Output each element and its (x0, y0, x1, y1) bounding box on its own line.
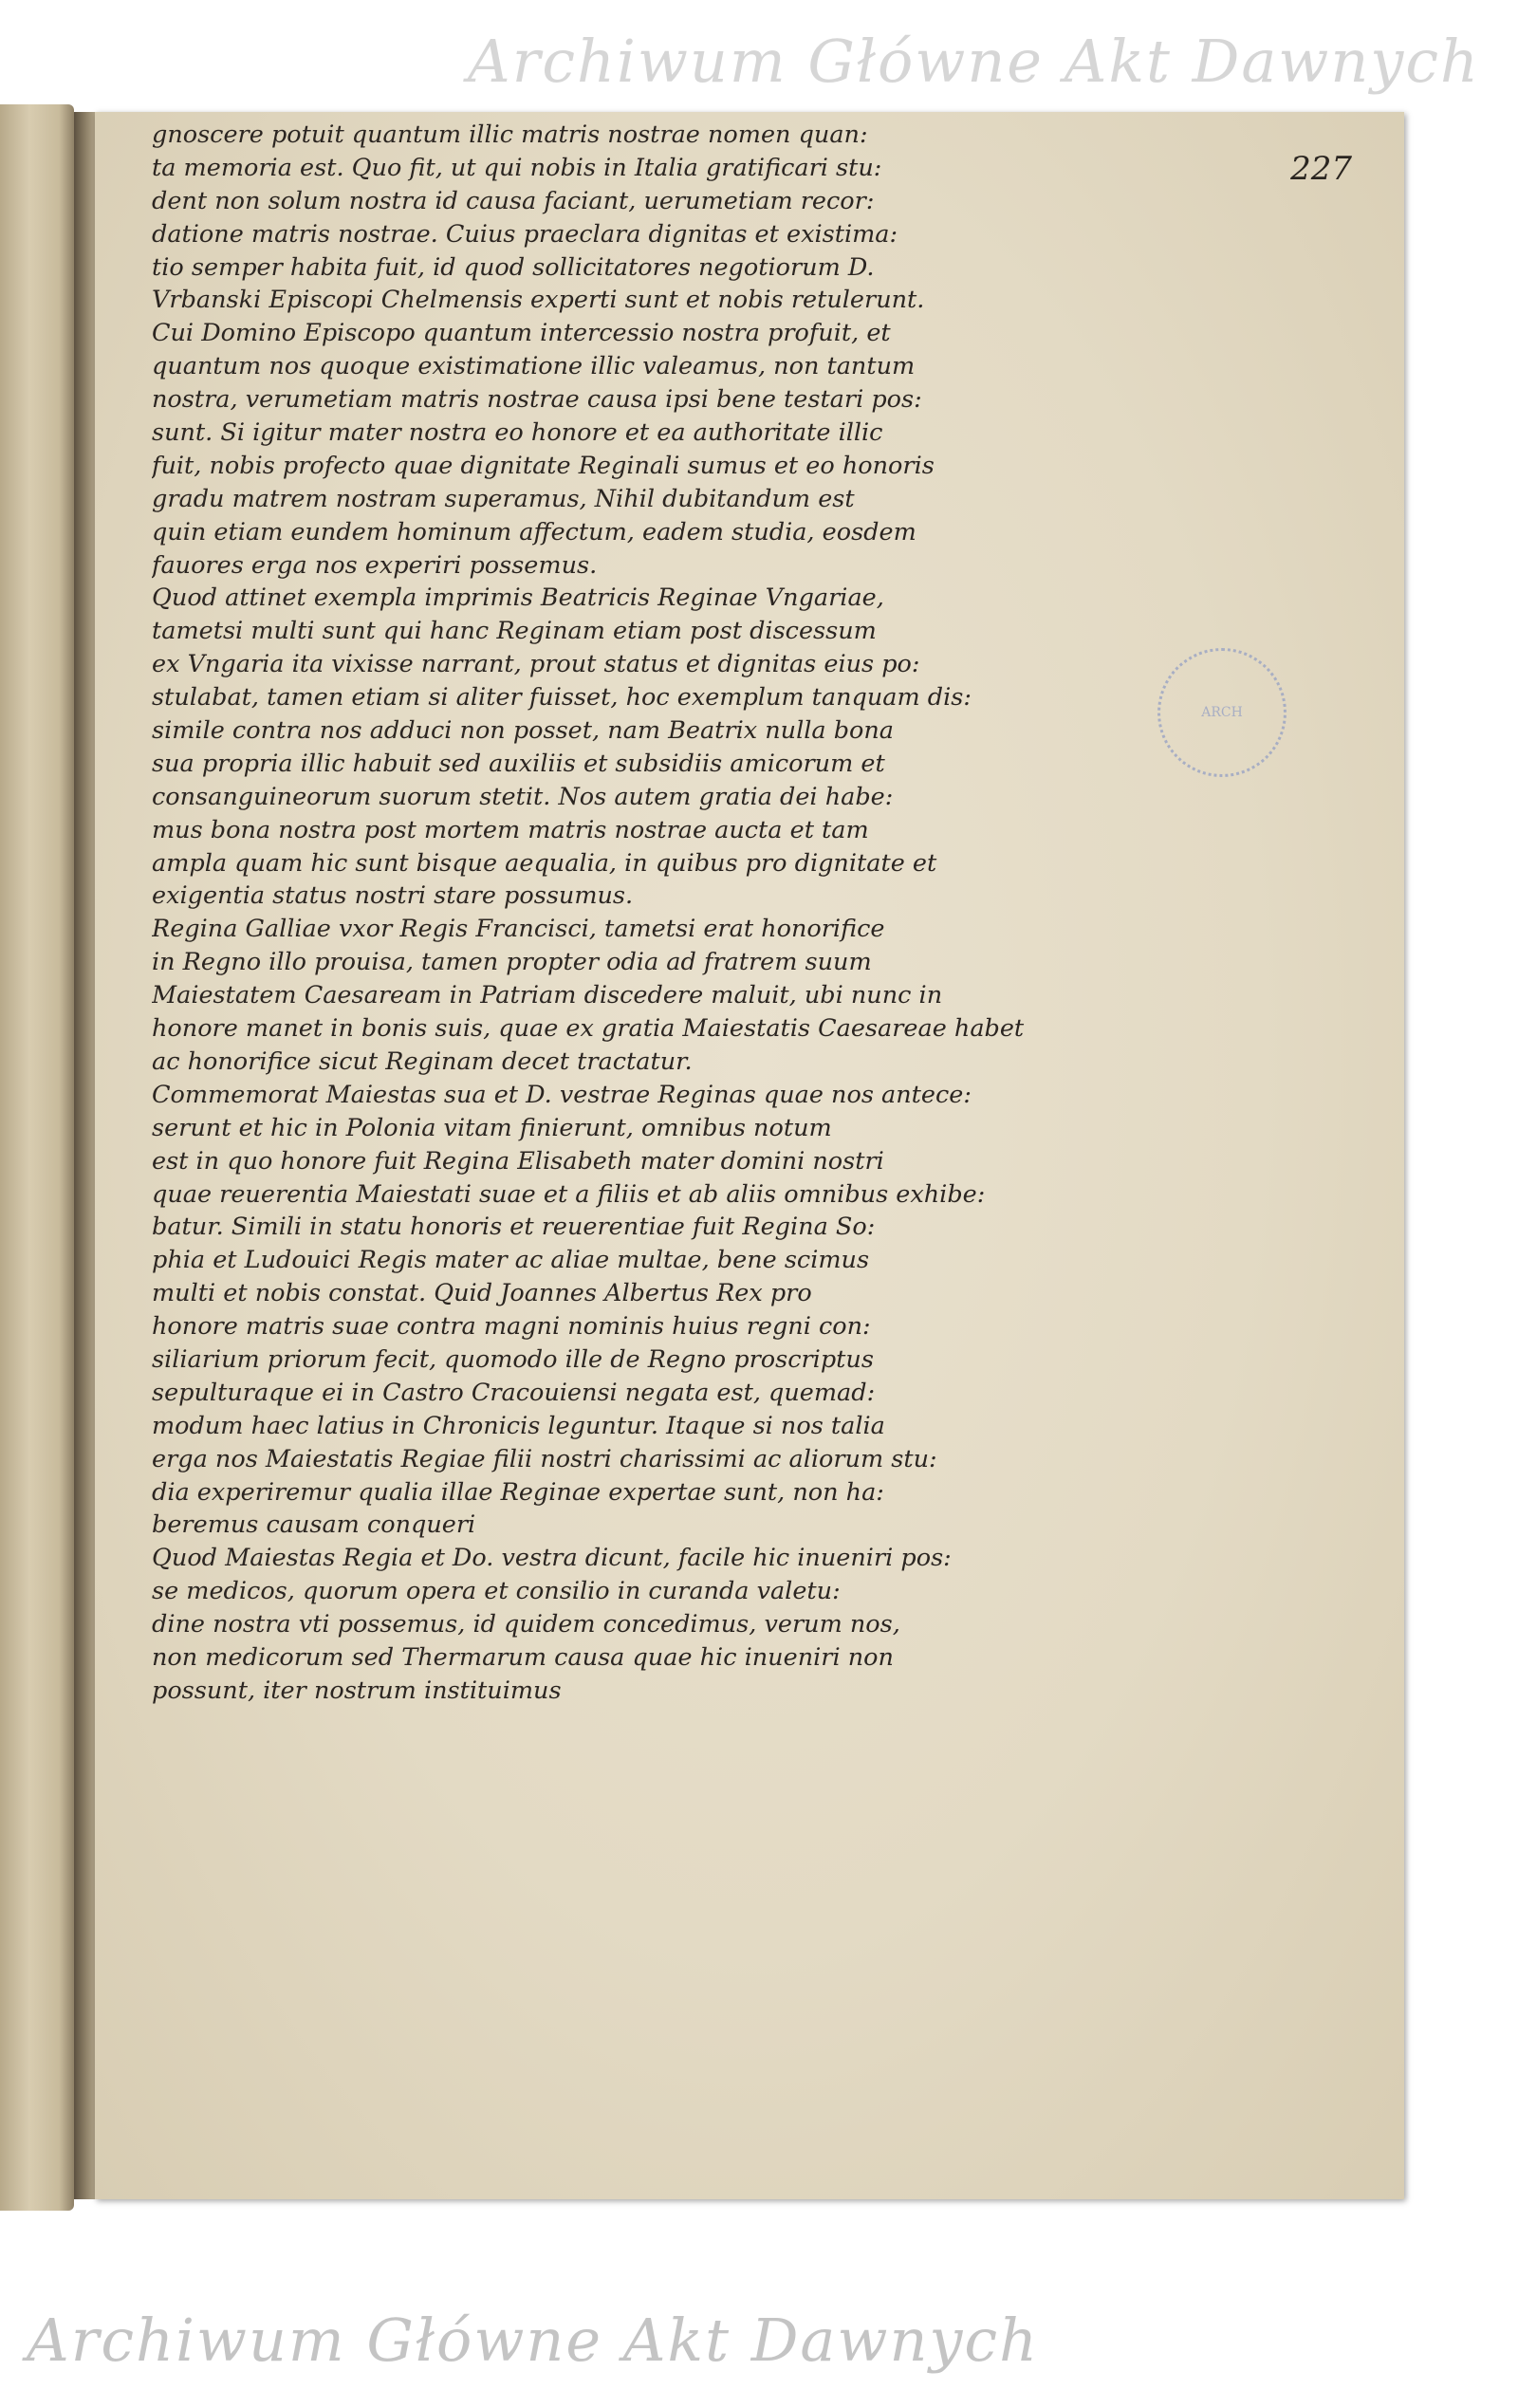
text-line: tametsi multi sunt qui hanc Reginam etiam post discessum (152, 617, 877, 646)
text-line: honore matris suae contra magni nominis huius regni con: (152, 1312, 871, 1342)
text-line: Cui Domino Episcopo quantum intercessio nostra profuit, et (152, 319, 891, 348)
text-line: Quod Maiestas Regia et Do. vestra dicunt, facile hic inueniri pos: (152, 1544, 952, 1573)
watermark-top: Archiwum Główne Akt Dawnych (467, 27, 1480, 96)
text-line: dent non solum nostra id causa faciant, uerumetiam recor: (152, 186, 875, 215)
text-line: nostra, verumetiam matris nostrae causa ipsi bene testari pos: (152, 385, 922, 415)
folio-number: 227 (1290, 150, 1352, 188)
text-line: consanguineorum suorum stetit. Nos autem gratia dei habe: (152, 782, 894, 811)
text-line: sua propria illic habuit sed auxiliis et subsidiis amicorum et (152, 749, 885, 778)
text-line: serunt et hic in Polonia vitam finierunt, omnibus notum (152, 1113, 832, 1142)
text-line: mus bona nostra post mortem matris nostrae aucta et tam (152, 815, 869, 844)
text-line: Vrbanski Episcopi Chelmensis experti sunt et nobis retulerunt. (152, 286, 925, 315)
left-page-edge (0, 104, 74, 2211)
text-line: fuit, nobis profecto quae dignitate Reginali sumus et eo honoris (152, 451, 935, 480)
text-line: sepulturaque ei in Castro Cracouiensi negata est, quemad: (152, 1378, 876, 1407)
text-line: quin etiam eundem hominum affectum, eadem studia, eosdem (152, 517, 916, 546)
text-line: multi et nobis constat. Quid Joannes Albertus Rex pro (152, 1279, 812, 1308)
text-line: Maiestatem Caesaream in Patriam discedere maluit, ubi nunc in (152, 981, 943, 1010)
text-line: ac honorifice sicut Reginam decet tractatur. (152, 1047, 693, 1076)
text-line: ampla quam hic sunt bisque aequalia, in quibus pro dignitate et (152, 848, 937, 878)
text-line: beremus causam conqueri (152, 1510, 476, 1540)
text-line: dine nostra vti possemus, id quidem concedimus, verum nos, (152, 1610, 900, 1639)
text-line: fauores erga nos experiri possemus. (152, 550, 598, 580)
text-line: Quod attinet exempla imprimis Beatricis Reginae Vngariae, (152, 583, 884, 613)
text-line: non medicorum sed Thermarum causa quae hic inueniri non (152, 1642, 894, 1672)
text-line: erga nos Maiestatis Regiae filii nostri charissimi ac aliorum stu: (152, 1444, 937, 1473)
text-line: stulabat, tamen etiam si aliter fuisset, hoc exemplum tanquam dis: (152, 683, 972, 713)
text-line: quae reuerentia Maiestati suae et a filiis et ab aliis omnibus exhibe: (152, 1179, 986, 1209)
text-line: quantum nos quoque existimatione illic valeamus, non tantum (152, 352, 916, 381)
text-line: est in quo honore fuit Regina Elisabeth mater domini nostri (152, 1146, 884, 1176)
text-line: gnoscere potuit quantum illic matris nostrae nomen quan: (152, 120, 868, 149)
text-line: se medicos, quorum opera et consilio in curanda valetu: (152, 1577, 841, 1606)
text-line: Regina Galliae vxor Regis Francisci, tametsi erat honorifice (152, 915, 885, 944)
text-line: Commemorat Maiestas sua et D. vestrae Reginas quae nos antece: (152, 1080, 972, 1109)
text-line: sunt. Si igitur mater nostra eo honore et ea authoritate illic (152, 418, 883, 448)
text-line: in Regno illo prouisa, tamen propter odia ad fratrem suum (152, 948, 872, 977)
text-line: honore manet in bonis suis, quae ex gratia Maiestatis Caesareae habet (152, 1014, 1025, 1044)
text-line: modum haec latius in Chronicis leguntur. Itaque si nos talia (152, 1411, 885, 1440)
archive-stamp: ARCH (1157, 648, 1287, 777)
text-line: ex Vngaria ita vixisse narrant, prout status et dignitas eius po: (152, 650, 920, 679)
text-line: siliarium priorum fecit, quomodo ille de Regno proscriptus (152, 1344, 874, 1374)
text-line: tio semper habita fuit, id quod sollicitatores negotiorum D. (152, 252, 875, 282)
text-line: ta memoria est. Quo fit, ut qui nobis in Italia gratificari stu: (152, 153, 882, 182)
watermark-bottom: Archiwum Główne Akt Dawnych (27, 2306, 1040, 2375)
text-line: simile contra nos adduci non posset, nam Beatrix nulla bona (152, 716, 895, 746)
text-line: dia experiremur qualia illae Reginae expertae sunt, non ha: (152, 1477, 884, 1507)
text-line: gradu matrem nostram superamus, Nihil dubitandum est (152, 484, 855, 513)
manuscript-text (152, 119, 1101, 1708)
text-line: possunt, iter nostrum instituimus (152, 1676, 562, 1705)
text-line: batur. Simili in statu honoris et reuerentiae fuit Regina So: (152, 1213, 876, 1242)
text-line: exigentia status nostri stare possumus. (152, 881, 634, 911)
text-line: datione matris nostrae. Cuius praeclara dignitas et existima: (152, 219, 898, 249)
text-line: phia et Ludouici Regis mater ac aliae multae, bene scimus (152, 1246, 870, 1275)
